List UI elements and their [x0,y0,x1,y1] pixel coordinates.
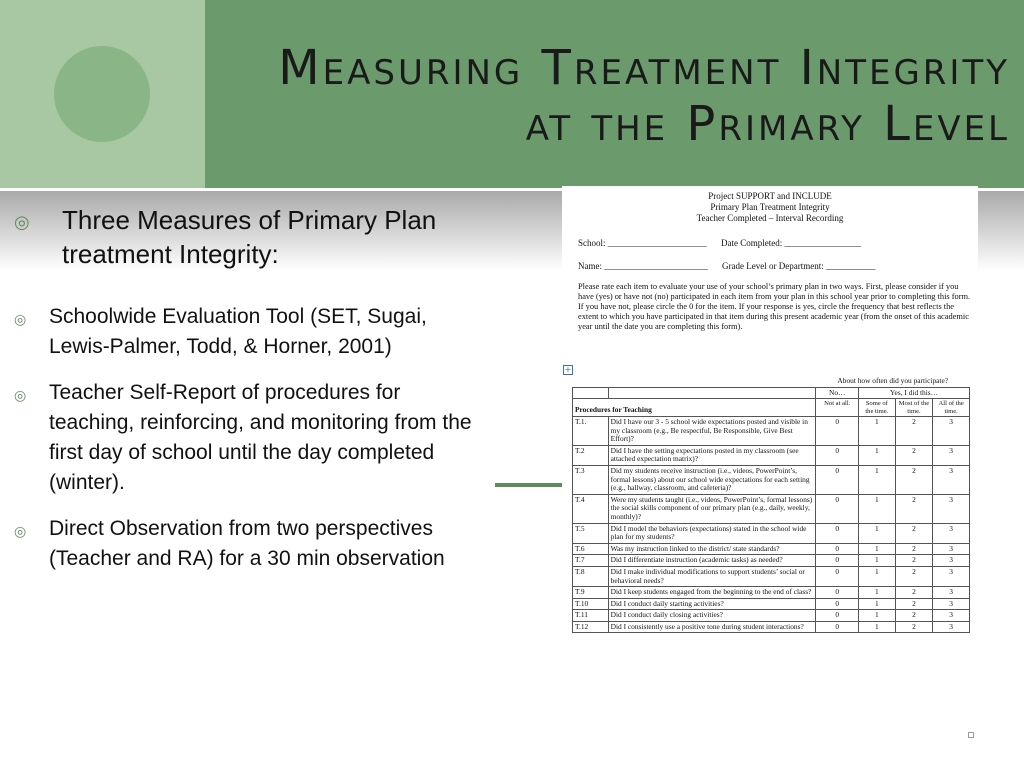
scale-value: 1 [859,465,896,494]
name-grade-row [578,261,875,271]
item-id: T.2 [573,445,609,465]
grade-field: Grade Level or Department: ___________ [722,261,876,271]
title-line-2: at the Primary Level [525,96,1010,152]
scale-value: 0 [816,465,859,494]
item-id: T.11 [573,610,609,622]
scale-value: 2 [895,555,933,567]
bullet-icon: ◎ [14,387,27,403]
item-id: T.1. [573,417,609,446]
yes-label: Yes, I did this… [859,387,970,399]
scale-value: 2 [895,494,933,523]
resize-handle [968,732,974,738]
item-text: Did I have our 3 - 5 school wide expectations posted and visible in my classroom (e.g., Be respectful, Be Responsible, Give Best Effort)? [608,417,816,446]
sub-bullet [14,514,479,574]
scale-value: 1 [859,566,896,586]
item-text: Did I keep students engaged from the beginning to the end of class? [608,587,816,599]
item-id: T.12 [573,621,609,633]
scale-value: 3 [933,566,970,586]
sub-bullet [14,378,479,498]
scale-value: 0 [816,610,859,622]
column-header: Most of the time. [895,399,933,417]
item-text: Did I differentiate instruction (academic tasks) as needed? [608,555,816,567]
scale-value: 3 [933,465,970,494]
scale-value: 2 [895,566,933,586]
scale-value: 3 [933,543,970,555]
scale-value: 1 [859,621,896,633]
scale-value: 3 [933,445,970,465]
scale-value: 0 [816,566,859,586]
bullet-icon: ◎ [14,311,27,327]
item-id: T.5 [573,523,609,543]
scale-value: 1 [859,587,896,599]
scale-value: 2 [895,465,933,494]
scale-value: 3 [933,621,970,633]
scale-value: 0 [816,445,859,465]
title-line-1: Measuring Treatment Integrity [278,40,1010,96]
table-row [573,494,970,523]
document-header-line: Teacher Completed – Interval Recording [696,213,844,223]
bullet-icon: ◎ [14,212,30,232]
item-text: Was my instruction linked to the district/ state standards? [608,543,816,555]
scale-value: 2 [895,417,933,446]
column-header: All of the time. [933,399,970,417]
table-row [573,523,970,543]
question-label: About how often did you participate? [837,376,949,385]
scale-value: 0 [816,621,859,633]
scale-value: 3 [933,555,970,567]
section-label: Procedures for Teaching [573,399,816,417]
school-date-row [578,238,861,248]
table-header-row [573,399,970,417]
scale-value: 0 [816,598,859,610]
item-text: Did I conduct daily starting activities? [608,598,816,610]
scale-value: 3 [933,494,970,523]
table-row [573,465,970,494]
sub-bullet-text: Direct Observation from two perspectives (Teacher and RA) for a 30 min observation [49,517,445,570]
scale-value: 0 [816,417,859,446]
column-header: Not at all. [816,399,859,417]
document-header-line: Project SUPPORT and INCLUDE [708,191,832,201]
item-id: T.3 [573,465,609,494]
scale-value: 1 [859,523,896,543]
scale-value: 2 [895,523,933,543]
rating-table [572,376,970,633]
scale-value: 2 [895,587,933,599]
date-field: Date Completed: _________________ [721,238,861,248]
table-row [573,598,970,610]
table-row [573,417,970,446]
item-id: T.9 [573,587,609,599]
table-row [573,543,970,555]
table-row [573,621,970,633]
main-bullet-text: Three Measures of Primary Plan treatment Integrity: [62,205,437,269]
form-instructions: Please rate each item to evaluate your use of your school’s primary plan in two ways. First, please consider if you have (yes) or have not (no) participated in each item from your plan in this school year prior to completing this form. If you have not, please circle the 0 for the item. If your response is yes, circle the frequency that best reflects the extent to which you have participated in that item during this present academic year (from the onset of this academic year until the date you are completing this form). [578,282,971,331]
scale-value: 3 [933,598,970,610]
sub-bullet-list [14,302,479,590]
scale-value: 3 [933,587,970,599]
header-title-panel [205,0,1024,188]
document-header-line: Primary Plan Treatment Integrity [710,202,830,212]
item-text: Did I consistently use a positive tone during student interactions? [608,621,816,633]
scale-value: 3 [933,417,970,446]
scale-value: 3 [933,523,970,543]
item-id: T.4 [573,494,609,523]
item-text: Did I make individual modifications to support students’ social or behavioral needs? [608,566,816,586]
table-header-row [573,376,970,387]
scale-value: 1 [859,598,896,610]
table-row [573,587,970,599]
main-bullet [14,203,454,271]
scale-value: 2 [895,445,933,465]
table-row [573,555,970,567]
item-id: T.6 [573,543,609,555]
school-field: School: ______________________ [578,238,707,248]
table-row [573,445,970,465]
scale-value: 3 [933,610,970,622]
decorative-circle [54,46,150,142]
scale-value: 0 [816,587,859,599]
slide-title [210,40,1010,152]
sub-bullet [14,302,479,362]
sub-bullet-text: Schoolwide Evaluation Tool (SET, Sugai, Lewis-Palmer, Todd, & Horner, 2001) [49,305,427,358]
item-text: Did I have the setting expectations posted in my classroom (see attached expectation matrix)? [608,445,816,465]
scale-value: 0 [816,555,859,567]
name-field: Name: _______________________ [578,261,708,271]
scale-value: 1 [859,555,896,567]
scale-value: 2 [895,610,933,622]
scale-value: 0 [816,494,859,523]
item-id: T.8 [573,566,609,586]
scale-value: 2 [895,598,933,610]
table-anchor-icon: + [564,365,572,374]
scale-value: 1 [859,543,896,555]
item-text: Did I model the behaviors (expectations) stated in the school wide plan for my students? [608,523,816,543]
no-label: No… [816,387,859,399]
item-id: T.7 [573,555,609,567]
scale-value: 1 [859,494,896,523]
scale-value: 2 [895,621,933,633]
header-left-panel [0,0,205,188]
item-text: Did my students receive instruction (i.e., videos, PowerPoint’s, formal lessons) about our school wide expectations for each setting (e.g., hallway, classroom, and cafeteria)? [608,465,816,494]
form-document-image [562,186,978,748]
scale-value: 2 [895,543,933,555]
scale-value: 1 [859,417,896,446]
table-row [573,566,970,586]
item-text: Were my students taught (i.e., videos, PowerPoint’s, formal lessons) the social skills component of our primary plan (e.g., daily, weekly, monthly)? [608,494,816,523]
scale-value: 1 [859,445,896,465]
item-text: Did I conduct daily closing activities? [608,610,816,622]
bullet-icon: ◎ [14,523,27,539]
sub-bullet-text: Teacher Self-Report of procedures for teaching, reinforcing, and monitoring from the first day of school until the day completed (winter). [49,381,472,494]
document-header [562,191,978,224]
item-id: T.10 [573,598,609,610]
scale-value: 1 [859,610,896,622]
column-header: Some of the time. [859,399,896,417]
scale-value: 0 [816,543,859,555]
table-row [573,610,970,622]
table-header-row [573,387,970,399]
scale-value: 0 [816,523,859,543]
